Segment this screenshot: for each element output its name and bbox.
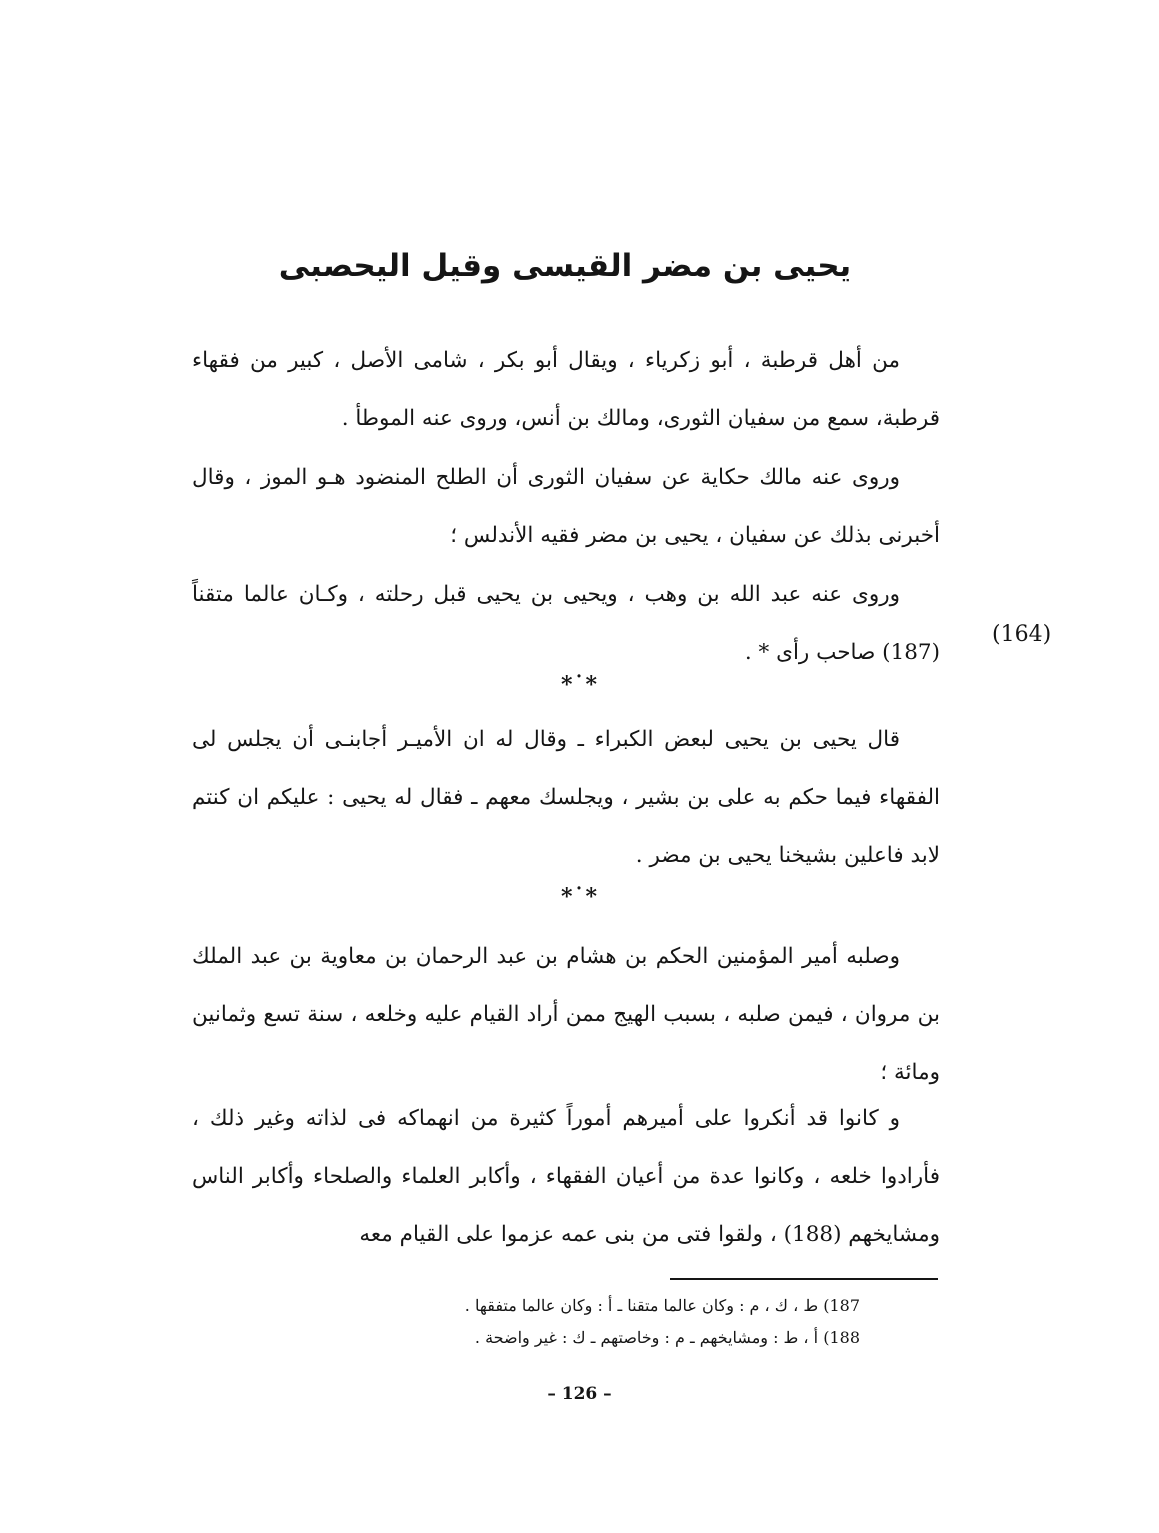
section-separator: *˙* xyxy=(560,884,598,910)
paragraph: من أهل قرطبة ، أبو زكرياء ، ويقال أبو بكر ، شامى الأصل ، كبير من فقهاء قرطبة، سمع من سفيان الثورى، ومالك بن أنس، وروى عنه الموطأ . xyxy=(192,348,940,431)
paragraph: وصلبه أمير المؤمنين الحكم بن هشام بن عبد الرحمان بن معاوية بن عبد الملك بن مروان ، فيمن صلبه ، بسبب الهيج ممن أراد القيام عليه وخلعه ، سنة تسع وثمانين ومائة ؛ xyxy=(192,944,940,1085)
footnote-divider xyxy=(670,1278,938,1280)
paragraph-5-block xyxy=(192,928,940,1102)
entry-title: يحيى بن مضر القيسى وقيل اليحصبى xyxy=(278,248,852,284)
paragraph: و كانوا قد أنكروا على أميرهم أموراً كثيرة من انهماكه فى لذاته وغير ذلك ، فأرادوا خلعه ، وكانوا عدة من أعيان الفقهاء ، وأكابر العلماء والصلحاء وأكابر الناس ومشايخهم (188) ، ولقوا فتى من بنى عمه عزموا على القيام معه xyxy=(192,1106,940,1247)
page-number: – 126 – xyxy=(547,1384,612,1404)
footnote: 187) ط ، ك ، م : وكان عالما متقنا ـ أ : وكان عالما متفقها . xyxy=(464,1296,860,1315)
paragraph-6-block xyxy=(192,1090,940,1264)
paragraph-4-block xyxy=(192,711,940,885)
paragraph: وروى عنه مالك حكاية عن سفيان الثورى أن الطلح المنضود هـو الموز ، وقال أخبرنى بذلك عن سفيان ، يحيى بن مضر فقيه الأندلس ؛ xyxy=(192,465,940,548)
paragraph: قال يحيى بن يحيى لبعض الكبراء ـ وقال له ان الأميـر أجابنـى أن يجلس لى الفقهاء فيما حكم به على بن بشير ، ويجلسك معهم ـ فقال له يحيى : عليكم ان كنتم لابد فاعلين بشيخنا يحيى بن مضر . xyxy=(192,727,940,868)
paragraph-3-block xyxy=(192,566,940,682)
margin-page-marker: (164) xyxy=(992,622,1052,647)
paragraph-1-block xyxy=(192,332,940,448)
paragraph: وروى عنه عبد الله بن وهب ، ويحيى بن يحيى قبل رحلته ، وكـان عالما متقناً (187) صاحب رأى * . xyxy=(192,582,940,665)
footnote: 188) أ ، ط : ومشايخهم ـ م : وخاصتهم ـ ك : غير واضحة . xyxy=(474,1328,860,1347)
footnotes xyxy=(300,1290,860,1354)
section-separator: *˙* xyxy=(560,672,598,698)
paragraph-2-block xyxy=(192,449,940,565)
